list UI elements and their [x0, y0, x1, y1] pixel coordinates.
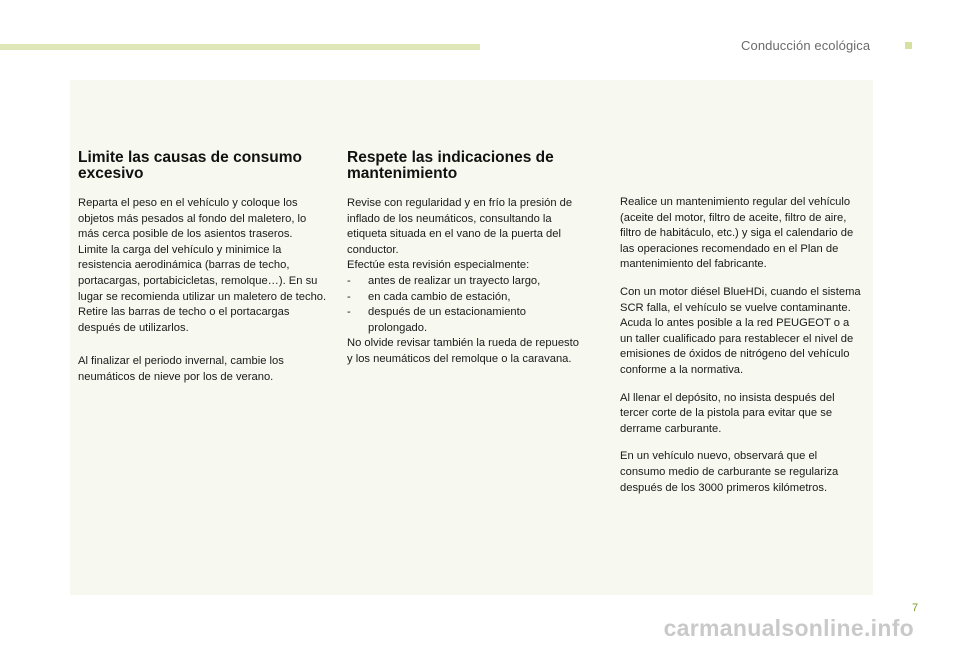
header-accent-bar: [0, 44, 480, 50]
paragraph: Reparta el peso en el vehículo y coloque los objetos más pesados al fondo del maletero, lo más cerca posible de los asientos traseros. Limite la carga del vehículo y minimice la resistencia aerodinámica (barras de techo, portacargas, portabicicletas, remolque…). En su lugar se recomienda utilizar un maletero de techo. Retire las barras de techo o el portacargas después de utilizarlos.: [78, 197, 327, 334]
paragraph: Al finalizar el periodo invernal, cambie los neumáticos de nieve por los de verano.: [78, 355, 284, 383]
column-maintenance-continued: [620, 195, 862, 508]
column-consumption: [78, 150, 328, 398]
watermark: carmanualsonline.info: [663, 615, 914, 641]
heading-consumption: Limite las causas de consumo excesivo: [78, 149, 302, 182]
check-list: [347, 274, 587, 336]
section-title: Conducción ecológica: [741, 38, 871, 53]
paragraph: No olvide revisar también la rueda de repuesto y los neumáticos del remolque o la caravana.: [347, 337, 579, 365]
heading-maintenance: Respete las indicaciones de mantenimiento: [347, 149, 554, 182]
paragraph: Con un motor diésel BlueHDi, cuando el sistema SCR falla, el vehículo se vuelve contaminante. Acuda lo antes posible a la red PEUGEOT o a un taller cualificado para restablecer el nivel de emisiones de óxidos de nitrógeno del vehículo conforme a la normativa.: [620, 285, 861, 376]
page-number: 7: [912, 602, 919, 614]
section-marker: [905, 42, 912, 49]
paragraph: Revise con regularidad y en frío la presión de inflado de los neumáticos, consultando la etiqueta situada en el vano de la puerta del conductor. Efectúe esta revisión especialmente:: [347, 197, 573, 272]
paragraph: En un vehículo nuevo, observará que el consumo medio de carburante se regulariza después de los 3000 primeros kilómetros.: [620, 450, 839, 494]
list-item: - antes de realizar un trayecto largo,: [347, 274, 541, 287]
list-item: - después de un estacionamiento prolongado.: [347, 306, 526, 334]
paragraph: Realice un mantenimiento regular del vehículo (aceite del motor, filtro de aceite, filtro de aire, filtro de habitáculo, etc.) y siga el calendario de las operaciones recomendado en el Plan de mantenimiento del fabricante.: [620, 196, 854, 271]
paragraph: Al llenar el depósito, no insista después del tercer corte de la pistola para evitar que se derrame carburante.: [620, 391, 835, 435]
list-item: - en cada cambio de estación,: [347, 290, 511, 303]
column-maintenance: [347, 150, 587, 368]
